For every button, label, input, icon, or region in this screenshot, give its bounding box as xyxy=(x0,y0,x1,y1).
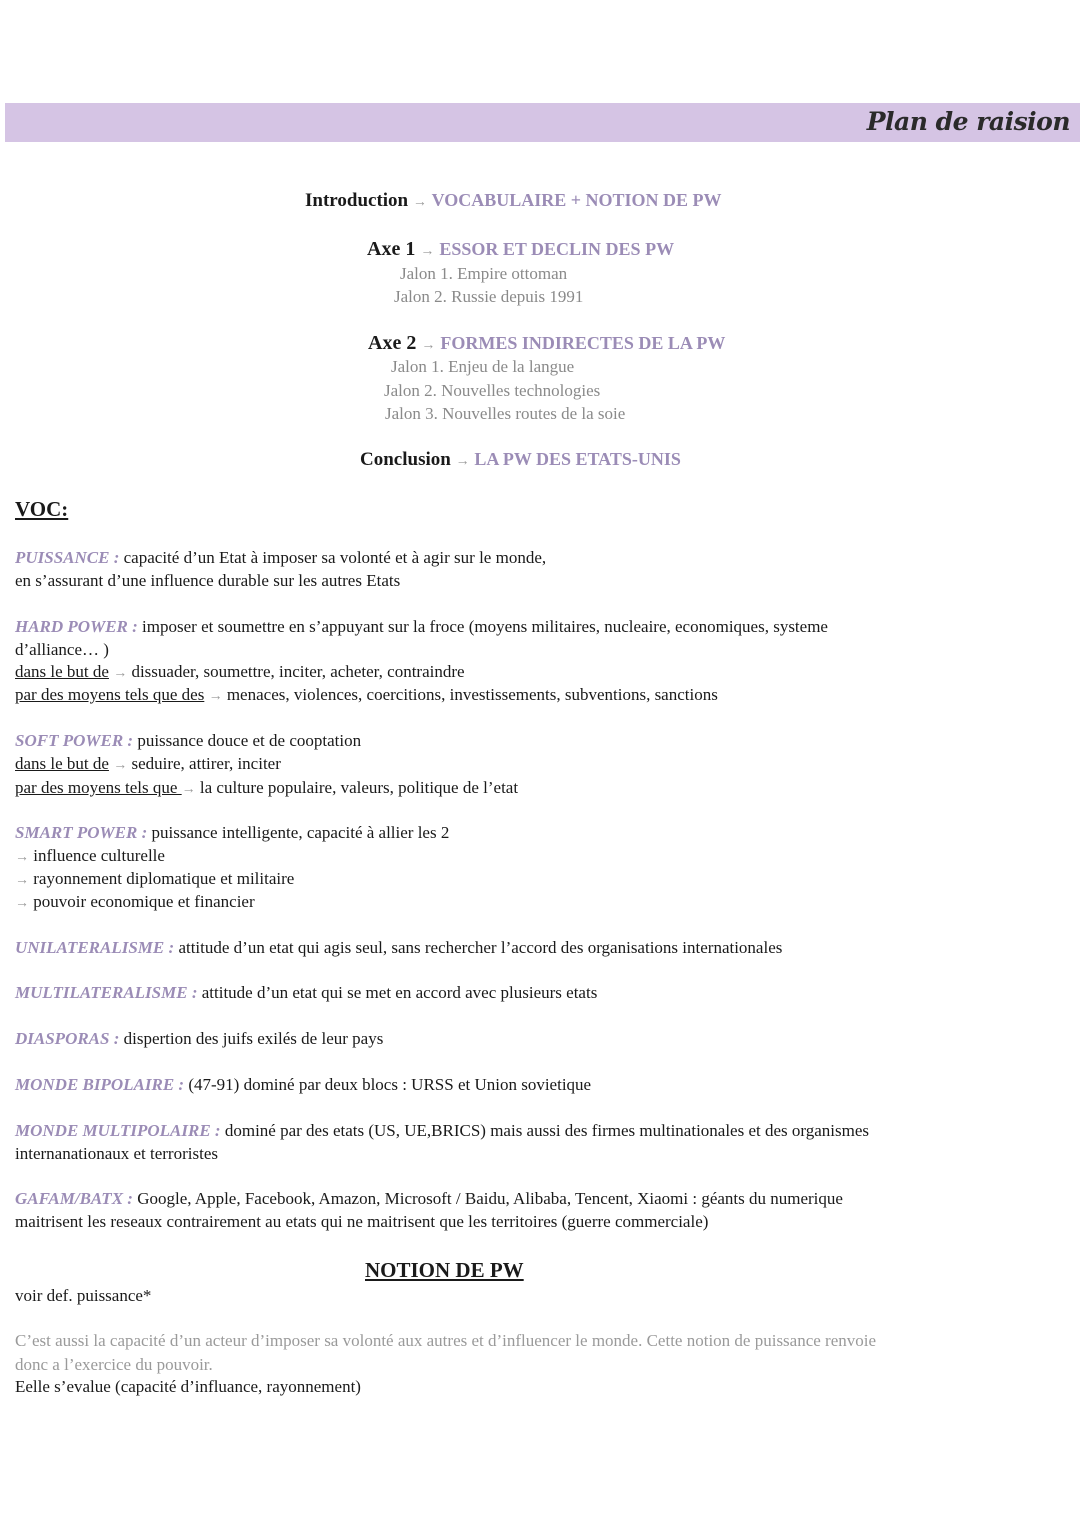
def-multilateralisme xyxy=(15,983,597,1003)
plan-conclusion xyxy=(360,449,681,471)
smart-item-1 xyxy=(15,846,165,866)
arrow-icon: → xyxy=(455,454,470,469)
term-label: MONDE MULTIPOLAIRE : xyxy=(15,1121,221,1140)
term-def: attitude d’un etat qui agis seul, sans rechercher l’accord des organisations internationales xyxy=(174,938,783,957)
def-hard-power-cont: d’alliance… ) xyxy=(15,640,109,659)
plan-intro xyxy=(305,190,722,212)
notion-see: voir def. puissance* xyxy=(15,1286,152,1305)
plan-conclusion-topic: LA PW DES ETATS-UNIS xyxy=(474,449,681,469)
term-def: puissance douce et de cooptation xyxy=(133,731,362,750)
voc-heading: VOC: xyxy=(15,497,69,521)
arrow-icon: → xyxy=(15,896,29,911)
plan-conclusion-label: Conclusion xyxy=(360,449,451,470)
soft-but xyxy=(15,754,281,774)
plan-axe1 xyxy=(367,238,674,261)
moyens-text: menaces, violences, coercitions, investissements, subventions, sanctions xyxy=(226,685,718,704)
term-def: dispertion des juifs exilés de leur pays xyxy=(119,1029,384,1048)
term-def: imposer et soumettre en s’appuyant sur la froce (moyens militaires, nucleaire, economiques, systeme xyxy=(137,617,828,636)
banner-title: Plan de raision xyxy=(866,107,1070,136)
def-monde-bipolaire xyxy=(15,1075,591,1095)
axe1-jalon-2: Jalon 2. Russie depuis 1991 xyxy=(394,287,584,306)
hard-but xyxy=(15,662,465,682)
axe2-jalon-1: Jalon 1. Enjeu de la langue xyxy=(391,357,575,376)
term-def: dominé par des etats (US, UE,BRICS) mais aussi des firmes multinationales et des organismes xyxy=(220,1121,870,1140)
axe2-jalon-2: Jalon 2. Nouvelles technologies xyxy=(384,381,601,400)
term-label: SOFT POWER : xyxy=(15,731,134,750)
term-label: UNILATERALISME : xyxy=(15,938,175,957)
def-unilateralisme xyxy=(15,938,782,958)
plan-intro-topic: VOCABULAIRE + NOTION DE PW xyxy=(431,190,722,210)
def-monde-multipolaire xyxy=(15,1121,869,1141)
but-text: seduire, attirer, inciter xyxy=(131,754,281,773)
arrow-icon: → xyxy=(412,195,427,210)
arrow-icon: → xyxy=(113,666,128,681)
but-text: dissuader, soumettre, inciter, acheter, contraindre xyxy=(131,662,465,681)
smart-item-text: pouvoir economique et financier xyxy=(33,892,255,911)
term-def: puissance intelligente, capacité à allier les 2 xyxy=(147,823,450,842)
smart-item-text: rayonnement diplomatique et militaire xyxy=(33,869,295,888)
def-diasporas xyxy=(15,1029,383,1049)
term-label: GAFAM/BATX : xyxy=(15,1189,133,1208)
arrow-icon: → xyxy=(15,850,29,865)
moyens-text: la culture populaire, valeurs, politique de l’etat xyxy=(199,778,519,797)
hard-moyens xyxy=(15,685,718,705)
term-label: HARD POWER : xyxy=(15,617,138,636)
plan-axe1-topic: ESSOR ET DECLIN DES PW xyxy=(439,239,675,259)
def-puissance-cont: en s’assurant d’une influence durable sur les autres Etats xyxy=(15,571,401,590)
plan-intro-label: Introduction xyxy=(305,190,409,211)
notion-para-1: C’est aussi la capacité d’un acteur d’imposer sa volonté aux autres et d’influencer le monde. Cette notion de puissance renvoie xyxy=(15,1331,877,1350)
term-def: attitude d’un etat qui se met en accord avec plusieurs etats xyxy=(197,983,598,1002)
arrow-icon: → xyxy=(208,689,223,704)
term-label: SMART POWER : xyxy=(15,823,148,842)
smart-item-3 xyxy=(15,892,255,912)
def-gafam-batx-cont: maitrisent les reseaux contrairement au etats qui ne maitrisent que les territoires (guerre commerciale) xyxy=(15,1212,709,1231)
def-hard-power xyxy=(15,617,828,637)
term-label: DIASPORAS : xyxy=(15,1029,120,1048)
term-label: PUISSANCE : xyxy=(15,548,120,567)
arrow-icon: → xyxy=(113,758,128,773)
arrow-icon: → xyxy=(181,782,196,797)
term-label: MONDE BIPOLAIRE : xyxy=(15,1075,185,1094)
notion-heading: NOTION DE PW xyxy=(365,1258,524,1282)
term-def: Google, Apple, Facebook, Amazon, Microsoft / Baidu, Alibaba, Tencent, Xiaomi : géants du numerique xyxy=(132,1189,843,1208)
but-label: dans le but de xyxy=(15,754,109,773)
plan-axe1-label: Axe 1 xyxy=(367,238,416,260)
term-def: (47-91) dominé par deux blocs : URSS et Union sovietique xyxy=(184,1075,592,1094)
moyens-label: par des moyens tels que xyxy=(15,778,182,797)
moyens-label: par des moyens tels que des xyxy=(15,685,205,704)
def-monde-multipolaire-cont: internanationaux et terroristes xyxy=(15,1144,218,1163)
header-banner xyxy=(5,103,1080,142)
soft-moyens xyxy=(15,778,518,798)
smart-item-text: influence culturelle xyxy=(33,846,165,865)
def-soft-power xyxy=(15,731,361,751)
notion-para-1-cont: donc a l’exercice du pouvoir. xyxy=(15,1355,213,1374)
axe2-jalon-3: Jalon 3. Nouvelles routes de la soie xyxy=(385,404,626,423)
arrow-icon: → xyxy=(15,873,29,888)
term-label: MULTILATERALISME : xyxy=(15,983,198,1002)
but-label: dans le but de xyxy=(15,662,109,681)
notion-para-2: Eelle s’evalue (capacité d’influance, rayonnement) xyxy=(15,1377,361,1396)
arrow-icon: → xyxy=(420,244,435,259)
def-smart-power xyxy=(15,823,449,843)
term-def: capacité d’un Etat à imposer sa volonté et à agir sur le monde, xyxy=(119,548,547,567)
arrow-icon: → xyxy=(421,338,436,353)
plan-axe2 xyxy=(368,332,725,355)
smart-item-2 xyxy=(15,869,294,889)
axe1-jalon-1: Jalon 1. Empire ottoman xyxy=(400,264,568,283)
plan-axe2-label: Axe 2 xyxy=(368,332,417,354)
def-puissance xyxy=(15,548,546,568)
plan-axe2-topic: FORMES INDIRECTES DE LA PW xyxy=(440,333,726,353)
def-gafam-batx xyxy=(15,1189,843,1209)
